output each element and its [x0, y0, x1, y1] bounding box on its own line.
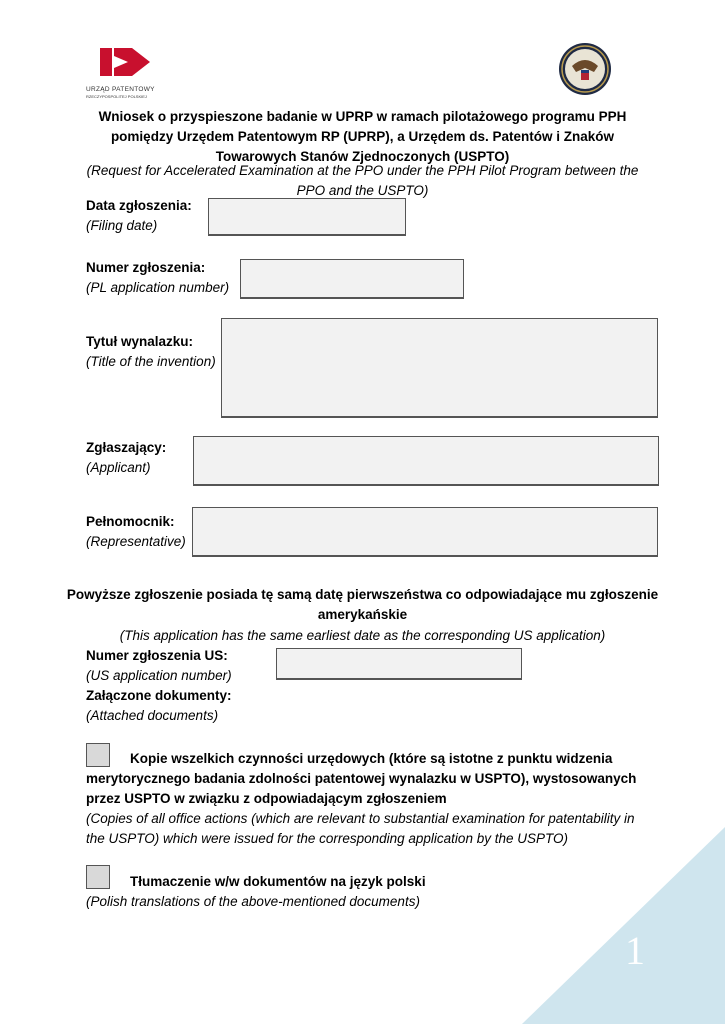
representative-field[interactable]: [192, 507, 658, 557]
filing-date-sublabel: (Filing date): [86, 218, 158, 233]
office-actions-checkbox[interactable]: [86, 743, 110, 767]
us-number-sublabel: (US application number): [86, 668, 232, 683]
uprp-logo-mark: [86, 46, 156, 80]
translations-en-line1: (Polish translations of the above-mentioned documents): [86, 894, 420, 909]
title-pl-line1: Wniosek o przyspieszone badanie w UPRP w ramach pilotażowego programu PPH: [98, 109, 627, 124]
title-pl-line2: pomiędzy Urzędem Patentowym RP (UPRP), a Urzędem ds. Patentów i Znaków: [110, 129, 615, 144]
pl-number-label: Numer zgłoszenia:: [86, 260, 206, 275]
representative-label-group: [86, 512, 186, 552]
attached-documents-sublabel: (Attached documents): [86, 708, 219, 723]
translations-checkbox[interactable]: [86, 865, 110, 889]
filing-date-field[interactable]: [208, 198, 406, 236]
title-pl: [60, 107, 665, 167]
filing-date-label-group: [86, 196, 192, 236]
applicant-field[interactable]: [193, 436, 659, 486]
uprp-logo: [86, 46, 156, 99]
us-number-field[interactable]: [276, 648, 522, 680]
representative-sublabel: (Representative): [86, 534, 186, 549]
representative-label: Pełnomocnik:: [86, 514, 175, 529]
translations-line1: Tłumaczenie w/w dokumentów na język polski: [130, 874, 426, 889]
page-number: 1: [625, 928, 645, 973]
priority-statement: [60, 585, 665, 625]
logo-text-line2: RZECZYPOSPOLITEJ POLSKIEJ: [86, 94, 147, 99]
pl-number-sublabel: (PL application number): [86, 280, 230, 295]
title-en-line2: PPO and the USPTO): [296, 183, 429, 198]
priority-statement-line2: amerykańskie: [317, 607, 408, 622]
invention-title-label-group: [86, 332, 216, 372]
title-en-line1: (Request for Accelerated Examination at the PPO under the PPH Pilot Program between the: [86, 163, 639, 178]
us-number-label: Numer zgłoszenia US:: [86, 648, 228, 663]
filing-date-label: Data zgłoszenia:: [86, 198, 192, 213]
office-actions-line1: Kopie wszelkich czynności urzędowych (które są istotne z punktu widzenia: [130, 751, 613, 766]
applicant-sublabel: (Applicant): [86, 460, 151, 475]
applicant-label-group: [86, 438, 166, 478]
us-number-label-group: [86, 646, 232, 726]
invention-title-label: Tytuł wynalazku:: [86, 334, 194, 349]
page-corner-decoration: [522, 827, 725, 1024]
pl-number-field[interactable]: [240, 259, 464, 299]
office-actions-line2: merytorycznego badania zdolności patentowej wynalazku w USPTO), wystosowanych: [86, 771, 637, 786]
invention-title-sublabel: (Title of the invention): [86, 354, 216, 369]
logo-text-line1: URZĄD PATENTOWY: [86, 86, 155, 93]
priority-statement-line1: Powyższe zgłoszenie posiada tę samą datę pierwszeństwa co odpowiadające mu zgłoszenie: [66, 587, 659, 602]
attached-documents-label: Załączone dokumenty:: [86, 688, 232, 703]
pl-number-label-group: [86, 258, 229, 298]
title-en: [60, 161, 665, 201]
applicant-label: Zgłaszający:: [86, 440, 167, 455]
office-actions-line3: przez USPTO w związku z odpowiadającym zgłoszeniem: [86, 791, 447, 806]
title-pl-line3: Towarowych Stanów Zjednoczonych (USPTO): [215, 149, 510, 164]
invention-title-field[interactable]: [221, 318, 658, 418]
office-actions-en-line2: the USPTO) which were issued for the corresponding application by the USPTO): [86, 831, 568, 846]
office-actions-en-line1: (Copies of all office actions (which are relevant to substantial examination for patentability in: [86, 811, 635, 826]
priority-statement-en: (This application has the same earliest date as the corresponding US application): [119, 628, 606, 643]
uspto-seal: [558, 42, 612, 96]
